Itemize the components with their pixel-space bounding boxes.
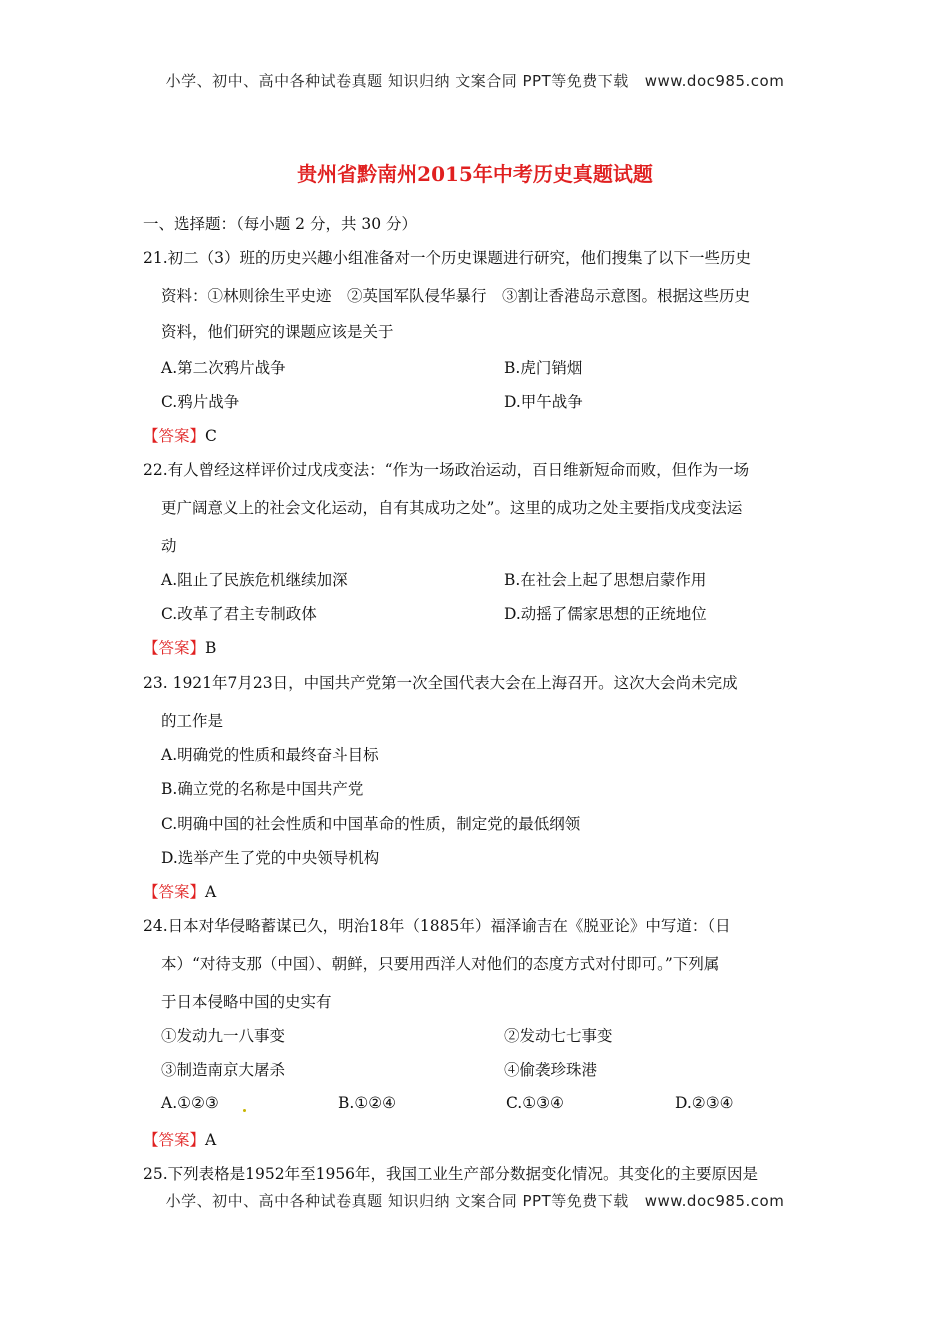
- q21-option-b: B.虎门销烟: [504, 359, 583, 377]
- q21-option-c: C.鸦片战争: [161, 393, 240, 411]
- exam-title: 贵州省黔南州2015年中考历史真题试题: [297, 162, 653, 186]
- q22-option-a: A.阻止了民族危机继续加深: [161, 571, 348, 589]
- q22-stem-line-1: 22.有人曾经这样评价过戊戌变法：“作为一场政治运动，百日维新短命而败，但作为一场: [143, 461, 750, 479]
- q24-answer: [143, 1128, 216, 1150]
- q23-option-a: A.明确党的性质和最终奋斗目标: [161, 746, 379, 764]
- header-text: 小学、初中、高中各种试卷真题 知识归纳 文案合同 PPT等免费下载: [165, 72, 629, 90]
- q24-item-1: ①发动九一八事变: [161, 1027, 286, 1045]
- q24-option-c: C.①③④: [506, 1094, 564, 1112]
- q21-stem-line-3: 资料，他们研究的课题应该是关于: [161, 323, 394, 341]
- q21-stem-line-1: 21.初二（3）班的历史兴趣小组准备对一个历史课题进行研究，他们搜集了以下一些历史: [143, 249, 752, 267]
- q22-option-d: D.动摇了儒家思想的正统地位: [504, 605, 707, 623]
- q21-stem-line-2: 资料：①林则徐生平史迹 ②英国军队侵华暴行 ③割让香港岛示意图。根据这些历史: [161, 287, 751, 305]
- q25-stem-line-1: 25.下列表格是1952年至1956年，我国工业生产部分数据变化情况。其变化的主要原因是: [143, 1165, 759, 1183]
- page-footer: [0, 1190, 950, 1211]
- stray-dot: [243, 1109, 246, 1112]
- q23-option-c: C.明确中国的社会性质和中国革命的性质，制定党的最低纲领: [161, 815, 581, 833]
- answer-label: 【答案】: [143, 427, 206, 445]
- answer-label: 【答案】: [143, 1131, 206, 1149]
- q21-option-a: A.第二次鸦片战争: [161, 359, 286, 377]
- q24-item-4: ④偷袭珍珠港: [504, 1061, 598, 1079]
- q23-answer: [143, 880, 216, 902]
- q22-option-b: B.在社会上起了思想启蒙作用: [504, 571, 707, 589]
- q21-option-d: D.甲午战争: [504, 393, 583, 411]
- answer-value: B: [205, 639, 217, 657]
- q24-stem-line-1: 24.日本对华侵略蓄谋已久，明治18年（1885年）福泽谕吉在《脱亚论》中写道：（日: [143, 917, 731, 935]
- answer-label: 【答案】: [143, 639, 206, 657]
- page-header: [0, 70, 950, 91]
- q24-option-a: A.①②③: [161, 1094, 219, 1112]
- q24-option-b: B.①②④: [338, 1094, 397, 1112]
- q24-stem-line-3: 于日本侵略中国的史实有: [161, 993, 332, 1011]
- answer-value: C: [205, 427, 217, 445]
- q23-option-b: B.确立党的名称是中国共产党: [161, 780, 364, 798]
- q22-stem-line-2: 更广阔意义上的社会文化运动，自有其成功之处”。这里的成功之处主要指戊戌变法运: [161, 499, 743, 517]
- q22-option-c: C.改革了君主专制政体: [161, 605, 317, 623]
- section-heading: 一、选择题：（每小题 2 分，共 30 分）: [143, 215, 418, 233]
- header-url[interactable]: www.doc985.com: [644, 72, 785, 90]
- footer-text: 小学、初中、高中各种试卷真题 知识归纳 文案合同 PPT等免费下载: [165, 1192, 629, 1210]
- q24-option-d: D.②③④: [675, 1094, 734, 1112]
- q24-stem-line-2: 本）“对待支那（中国）、朝鲜，只要用西洋人对他们的态度方式对付即可。”下列属: [161, 955, 720, 973]
- footer-url[interactable]: www.doc985.com: [644, 1192, 785, 1210]
- q22-answer: [143, 636, 216, 658]
- answer-value: A: [205, 1131, 217, 1149]
- q23-stem-line-2: 的工作是: [161, 712, 224, 730]
- q24-item-2: ②发动七七事变: [504, 1027, 613, 1045]
- q21-answer: [143, 424, 217, 446]
- q24-item-3: ③制造南京大屠杀: [161, 1061, 286, 1079]
- answer-value: A: [205, 883, 217, 901]
- q22-stem-line-3: 动: [161, 537, 177, 555]
- q23-option-d: D.选举产生了党的中央领导机构: [161, 849, 380, 867]
- answer-label: 【答案】: [143, 883, 206, 901]
- q23-stem-line-1: 23. 1921年7月23日，中国共产党第一次全国代表大会在上海召开。这次大会尚未完成: [143, 674, 738, 692]
